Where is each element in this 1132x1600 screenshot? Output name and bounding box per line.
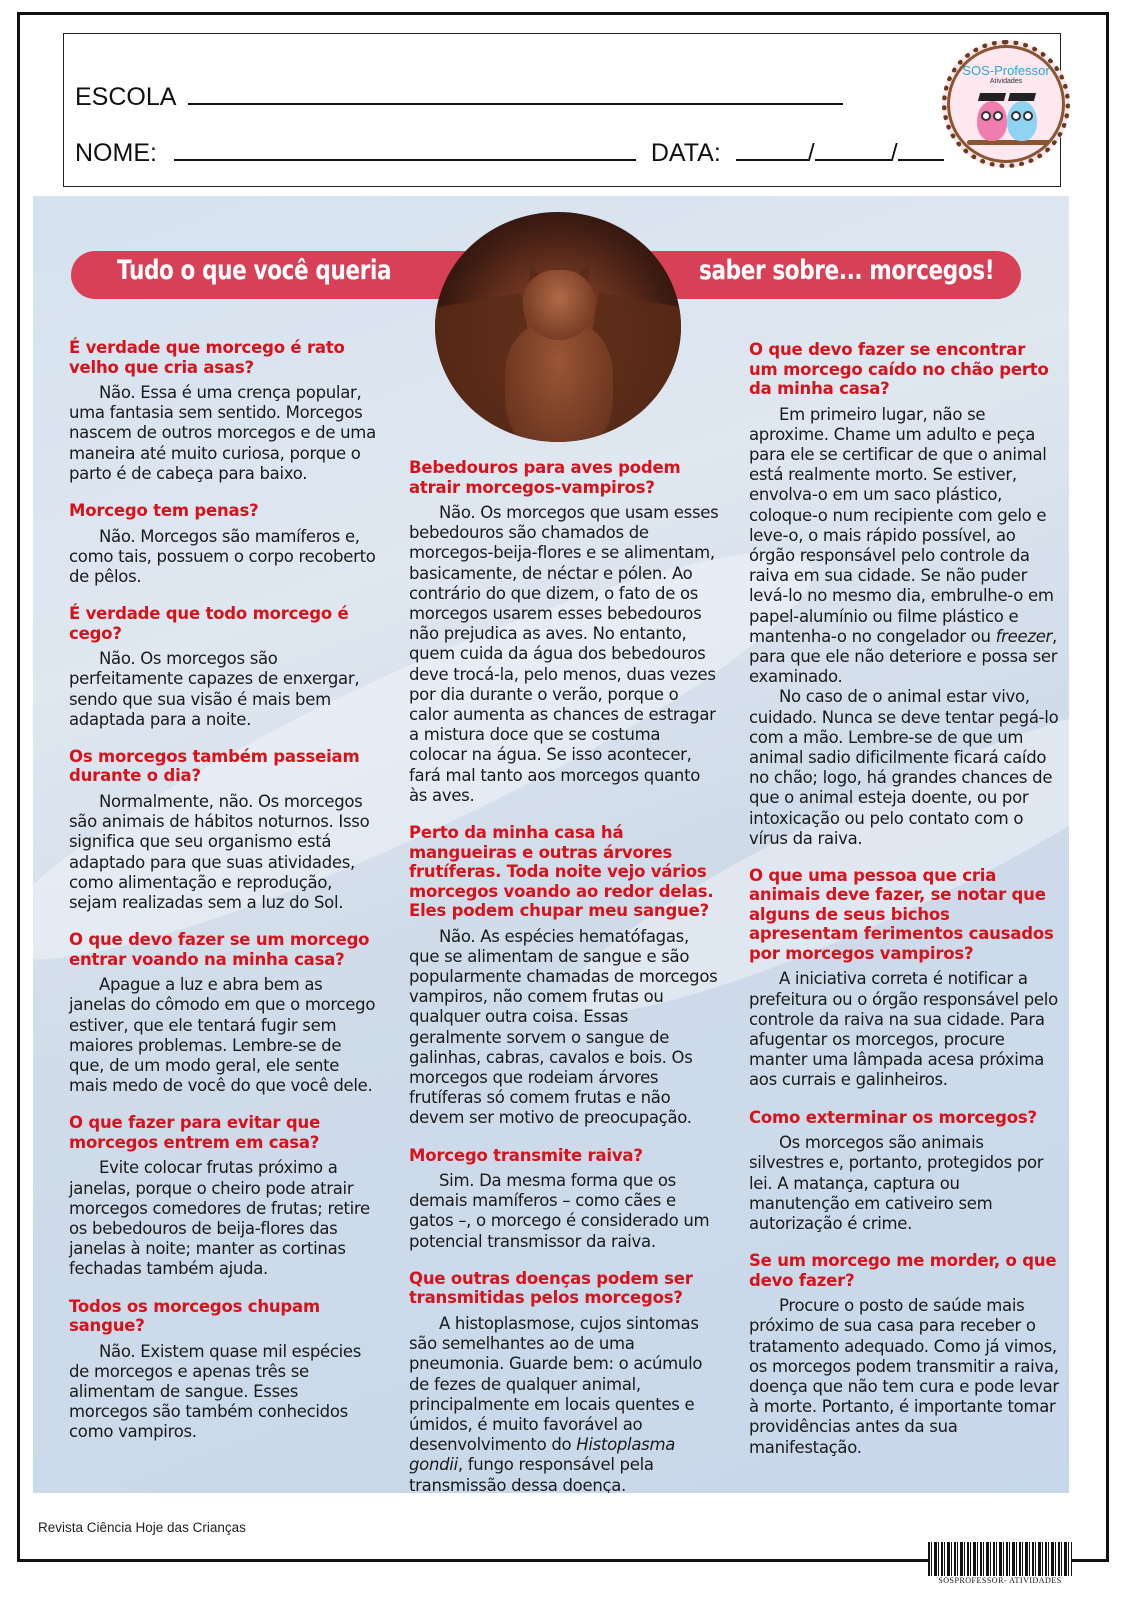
barcode-bars	[928, 1542, 1072, 1576]
question: Morcego tem penas?	[69, 501, 259, 521]
school-field[interactable]	[188, 81, 843, 105]
logo-title: SOS-Professor	[962, 63, 1050, 78]
column-1	[69, 338, 379, 1460]
pink-owl-icon	[977, 101, 1007, 141]
sos-professor-logo	[942, 40, 1070, 168]
qa-item	[409, 458, 719, 806]
date-label: DATA:	[650, 139, 721, 167]
answer: Sim. Da mesma forma que os demais mamíferos – como cães e gatos –, o morcego é considerado um potencial transmissor da raiva.	[409, 1171, 710, 1251]
name-row	[75, 137, 944, 168]
question: Como exterminar os morcegos?	[749, 1107, 1037, 1127]
answer: Não. Os morcegos que usam esses bebedouros são chamados de morcegos-beija-flores e se alimentam, basicamente, de néctar e pólen. Ao contrário do que dizem, o fato de os morcegos usarem esses bebedouros não prejudica as aves. No entanto, quem cuida da água dos bebedouros deve trocá-la, pelo menos, duas vezes por dia durante o verão, porque o calor aumenta as chances de estragar a mistura doce que se costuma colocar na água. Se isso acontecer, fará mal tanto aos morcegos quanto às aves.	[409, 503, 719, 805]
branch-illustration	[967, 140, 1052, 145]
column-2	[409, 458, 719, 1493]
school-row	[75, 81, 843, 112]
answer: Não. As espécies hematófagas, que se alimentam de sangue e são popularmente chamadas de morcegos vampiros, não comem frutas ou qualquer outra coisa. Essas geralmente sorvem o sangue de galinhas, cabras, cavalos e bois. Os morcegos que rodeiam árvores frutíferas só comem frutas e não devem ser motivo de preocupação.	[409, 926, 718, 1128]
question: Todos os morcegos chupam sangue?	[69, 1296, 320, 1336]
qa-item	[69, 1297, 379, 1443]
qa-item	[749, 866, 1059, 1091]
answer-italic-term: Histoplasma gondii	[409, 1435, 676, 1475]
question: O que devo fazer se um morcego entrar voando na minha casa?	[69, 930, 370, 969]
answer: Não. Os morcegos são perfeitamente capazes de enxergar, sendo que sua visão é mais bem adaptada para a noite.	[69, 649, 360, 729]
qa-item	[69, 930, 379, 1096]
barcode-text: SOSPROFESSOR- ATIVIDADES	[938, 1576, 1062, 1585]
qa-item	[69, 1113, 379, 1279]
answer: Não. Essa é uma crença popular, uma fantasia sem sentido. Morcegos nascem de outros morcegos e de uma maneira até muito curiosa, porque o parto é de cabeça para baixo.	[69, 383, 376, 483]
name-field[interactable]	[174, 137, 636, 161]
date-day-field[interactable]	[736, 137, 808, 161]
question: O que devo fazer se encontrar um morcego caído no chão perto da minha casa?	[749, 340, 1049, 398]
answer-text: , fungo responsável pela transmissão dessa doença.	[409, 1455, 654, 1493]
qa-item	[749, 340, 1059, 849]
name-label: NOME:	[75, 139, 157, 167]
answer-text: , para que ele não deteriore e possa ser examinado.	[749, 626, 1058, 687]
qa-item	[409, 1146, 719, 1252]
magazine-article	[33, 196, 1069, 1493]
answer: A iniciativa correta é notificar a prefeitura ou o órgão responsável pelo controle da raiva na sua cidade. Para afugentar os morcegos, procure manter uma lâmpada acesa próxima aos currais e galinheiros.	[749, 969, 1058, 1090]
blue-owl-icon	[1007, 101, 1037, 141]
title-right: saber sobre... morcegos!	[699, 255, 995, 286]
date-separator: /	[890, 139, 898, 167]
bat-head	[523, 270, 595, 340]
qa-item	[69, 604, 379, 730]
student-header	[63, 33, 1061, 187]
answer-paragraph-2: No caso de o animal estar vivo, cuidado. Nunca se deve tentar pegá-lo com a mão. Lembre-se de que um animal sadio dificilmente ficará caído no chão; logo, há grandes chances de que o animal esteja doente, ou por intoxicação ou pelo contato com o vírus da raiva.	[749, 687, 1059, 848]
source-credit: Revista Ciência Hoje das Crianças	[38, 1520, 246, 1535]
question: É verdade que todo morcego é cego?	[69, 604, 349, 643]
question: O que uma pessoa que cria animais deve fazer, se notar que alguns de seus bichos apresentam ferimentos causados por morcegos vampiros?	[749, 865, 1054, 963]
answer-text: A histoplasmose, cujos sintomas são semelhantes ao de uma pneumonia. Guarde bem: o acúmulo de fezes de qualquer animal, principalmente em locais quentes e úmidos, é muito favorável ao desenvolvimento do	[409, 1313, 703, 1455]
answer	[749, 405, 1059, 688]
answer: Normalmente, não. Os morcegos são animais de hábitos noturnos. Isso significa que seu organismo está adaptado para que suas atividades, como alimentação e reprodução, sejam realizadas sem a luz do Sol.	[69, 791, 370, 912]
question: Bebedouros para aves podem atrair morcegos-vampiros?	[409, 458, 681, 497]
qa-item	[69, 501, 379, 587]
answer-italic-term: freezer	[995, 626, 1053, 646]
question: Os morcegos também passeiam durante o dia?	[69, 746, 360, 786]
bat-photo	[435, 212, 681, 442]
question: Se um morcego me morder, o que devo fazer?	[749, 1251, 1057, 1290]
school-label: ESCOLA	[75, 83, 176, 111]
qa-item	[69, 338, 379, 484]
answer: Não. Existem quase mil espécies de morcegos e apenas três se alimentam de sangue. Esses morcegos são também conhecidos como vampiros.	[69, 1341, 362, 1442]
answer: Procure o posto de saúde mais próximo de sua casa para receber o tratamento adequado. Como já vimos, os morcegos podem transmitir a raiva, doença que não tem cura e pode levar à morte. Portanto, é importante tomar providências antes da sua manifestação.	[749, 1296, 1059, 1457]
qa-item	[749, 1251, 1059, 1458]
question: Que outras doenças podem ser transmitidas pelos morcegos?	[409, 1268, 693, 1308]
question: O que fazer para evitar que morcegos entrem em casa?	[69, 1113, 321, 1152]
date-separator: /	[807, 139, 815, 167]
bat-body	[505, 322, 613, 442]
question: Perto da minha casa há mangueiras e outras árvores frutíferas. Toda noite vejo vários morcegos voando ao redor delas. Eles podem chupar meu sangue?	[409, 823, 714, 921]
date-month-field[interactable]	[815, 137, 891, 161]
barcode	[928, 1542, 1072, 1588]
answer: Apague a luz e abra bem as janelas do cômodo em que o morcego estiver, que ele tentará fugir sem maiores problemas. Lembre-se de que, de um modo geral, ele sente mais medo de você do que você dele.	[69, 975, 376, 1096]
answer: Evite colocar frutas próximo a janelas, porque o cheiro pode atrair morcegos comedores de frutas; retire os bebedouros de beija-flores das janelas à noite; manter as cortinas fechadas também ajuda.	[69, 1158, 370, 1279]
qa-item	[409, 1269, 719, 1493]
question: Morcego transmite raiva?	[409, 1145, 643, 1165]
question: É verdade que morcego é rato velho que cria asas?	[69, 338, 345, 377]
date-year-field[interactable]	[898, 137, 944, 161]
column-3	[749, 340, 1059, 1475]
logo-subtitle: Atividades	[989, 78, 1023, 85]
qa-item	[69, 747, 379, 913]
title-left: Tudo o que você queria	[117, 255, 392, 286]
qa-item	[409, 823, 719, 1129]
answer: Não. Morcegos são mamíferos e, como tais, possuem o corpo recoberto de pêlos.	[69, 526, 376, 586]
qa-item	[749, 1108, 1059, 1235]
answer	[409, 1314, 719, 1493]
answer: Os morcegos são animais silvestres e, portanto, protegidos por lei. A matança, captura ou manutenção em cativeiro sem autorização é crime.	[749, 1133, 1044, 1233]
answer-text: Em primeiro lugar, não se aproxime. Chame um adulto e peça para ele se certificar de que o animal está realmente morto. Se estiver, envolva-o em um saco plástico, coloque-o num recipiente com gelo e leve-o, o mais rápido possível, ao órgão responsável pelo controle da raiva em sua cidade. Se não puder levá-lo no mesmo dia, embrulhe-o em papel-alumínio ou filme plástico e mantenha-o no congelador ou	[749, 404, 1054, 646]
